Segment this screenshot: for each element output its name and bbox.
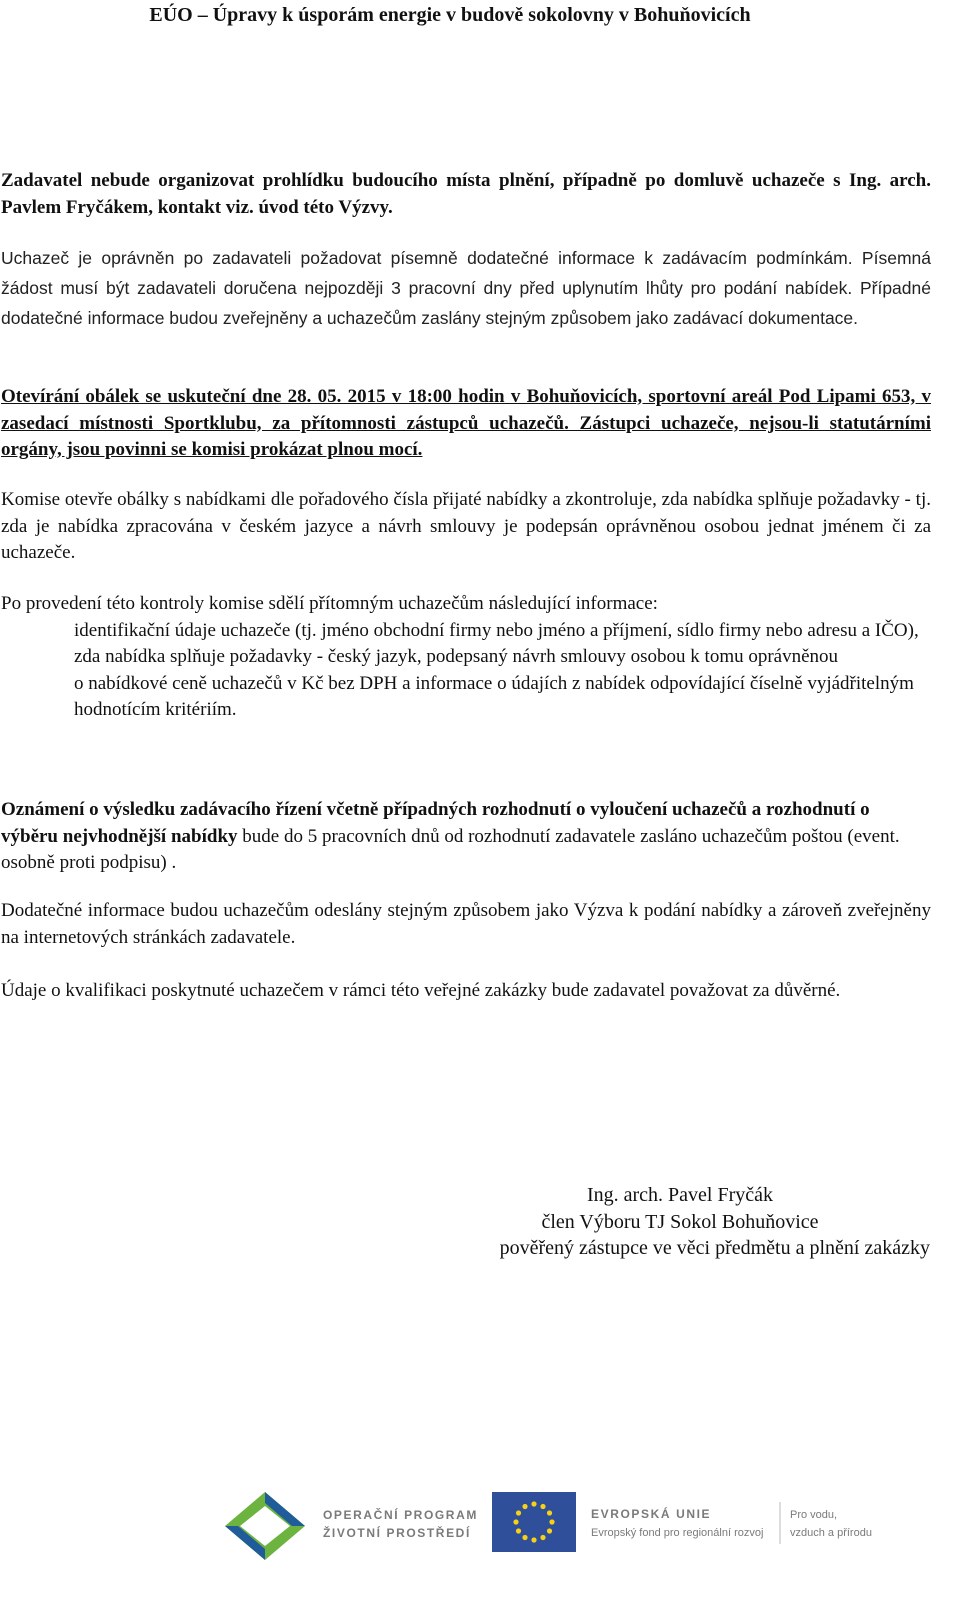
paragraph-additional-publish: Dodatečné informace budou uchazečům odeslány stejným způsobem jako Výzva k podání nabídky a zároveň zveřejněny na internetových stránkách zadavatele.	[1, 900, 931, 948]
result-notification-rest: bude do 5 pracovních dnů od rozhodnutí zadavatele zasláno uchazečům poštou (event. osobně proti podpisu) .	[1, 825, 900, 873]
signature-block	[430, 1182, 930, 1262]
commission-info-item-price	[1, 671, 931, 724]
paragraph-result-notification	[1, 797, 931, 877]
slogan-line2: vzduch a přírodu	[790, 1527, 872, 1539]
commission-info-intro: Po provedení této kontroly komise sdělí přítomným uchazečům následující informace:	[1, 593, 658, 614]
slogan-line1: Pro vodu,	[790, 1509, 838, 1521]
commission-info-item-requirements	[1, 644, 931, 671]
footer-logos	[220, 1486, 920, 1566]
eu-line2: Evropský fond pro regionální rozvoj	[591, 1527, 764, 1539]
signature-name: Ing. arch. Pavel Fryčák	[586, 1184, 774, 1206]
item-identification-text: identifikační údaje uchazeče (tj. jméno obchodní firmy nebo jméno a příjmení, sídlo firmy nebo adresu a IČO),	[74, 619, 919, 641]
eu-line1: EVROPSKÁ UNIE	[591, 1507, 712, 1521]
page-header-title: EÚO – Úpravy k úsporám energie v budově sokolovny v Bohuňovicích	[149, 4, 751, 26]
paragraph-commission-check: Komise otevře obálky s nabídkami dle pořadového čísla přijaté nabídky a zkontroluje, zda nabídka splňuje požadavky - tj. zda je nabídka zpracována v českém jazyce a návrh smlouvy je podepsán oprávněnou osobou jednat jménem či za uchazeče.	[1, 489, 931, 563]
paragraph-additional-info: Uchazeč je oprávněn po zadavateli požadovat písemně dodatečné informace k zadávacím podmínkám. Písemná žádost musí být zadavateli doručena nejpozději 3 pracovní dny před uplynutím lhůty pro podání nabídek. Případné dodatečné informace budou zveřejněny a uchazečům zaslány stejným způsobem jako zadávací dokumentace.	[1, 248, 931, 328]
op-line1: OPERAČNÍ PROGRAM	[323, 1508, 478, 1522]
signature-role: člen Výboru TJ Sokol Bohuňovice	[541, 1210, 819, 1233]
item-price-text: o nabídkové ceně uchazečů v Kč bez DPH a informace o údajích z nabídek odpovídající číselně vyjádřitelným hodnotícím kritériím.	[74, 672, 914, 720]
op-line2: ŽIVOTNÍ PROSTŘEDÍ	[323, 1526, 471, 1540]
signature-mandate: pověřený zástupce ve věci předmětu a plnění zakázky	[499, 1237, 930, 1259]
result-notification-bold: Oznámení o výsledku zadávacího řízení včetně případných rozhodnutí o vyloučení uchazečů a rozhodnutí o výběru nejvhodnější nabídky	[1, 799, 870, 847]
paragraph-envelope-opening: Otevírání obálek se uskuteční dne 28. 05. 2015 v 18:00 hodin v Bohuňovicích, sportovní areál Pod Lipami 653, v zasedací místnosti Sportklubu, za přítomnosti zástupců uchazečů. Zástupci uchazeče, nejsou-li statutárními orgány, jsou povinni se komisi prokázat plnou mocí.	[1, 386, 931, 460]
paragraph-confidentiality: Údaje o kvalifikaci poskytnuté uchazečem v rámci této veřejné zakázky bude zadavatel považovat za důvěrné.	[1, 980, 841, 1001]
paragraph-site-visit: Zadavatel nebude organizovat prohlídku budoucího místa plnění, případně po domluvě uchazeče s Ing. arch. Pavlem Fryčákem, kontakt viz. úvod této Výzvy.	[1, 170, 931, 218]
paragraph-commission-info	[1, 591, 931, 724]
eu-flag-icon	[492, 1492, 576, 1552]
footer-logos-svg	[220, 1486, 920, 1566]
item-requirements-text: zda nabídka splňuje požadavky - český jazyk, podepsaný návrh smlouvy osobou k tomu oprávněnou	[74, 646, 839, 667]
commission-info-item-identification	[1, 618, 931, 645]
op-zp-logo-icon	[225, 1492, 305, 1560]
